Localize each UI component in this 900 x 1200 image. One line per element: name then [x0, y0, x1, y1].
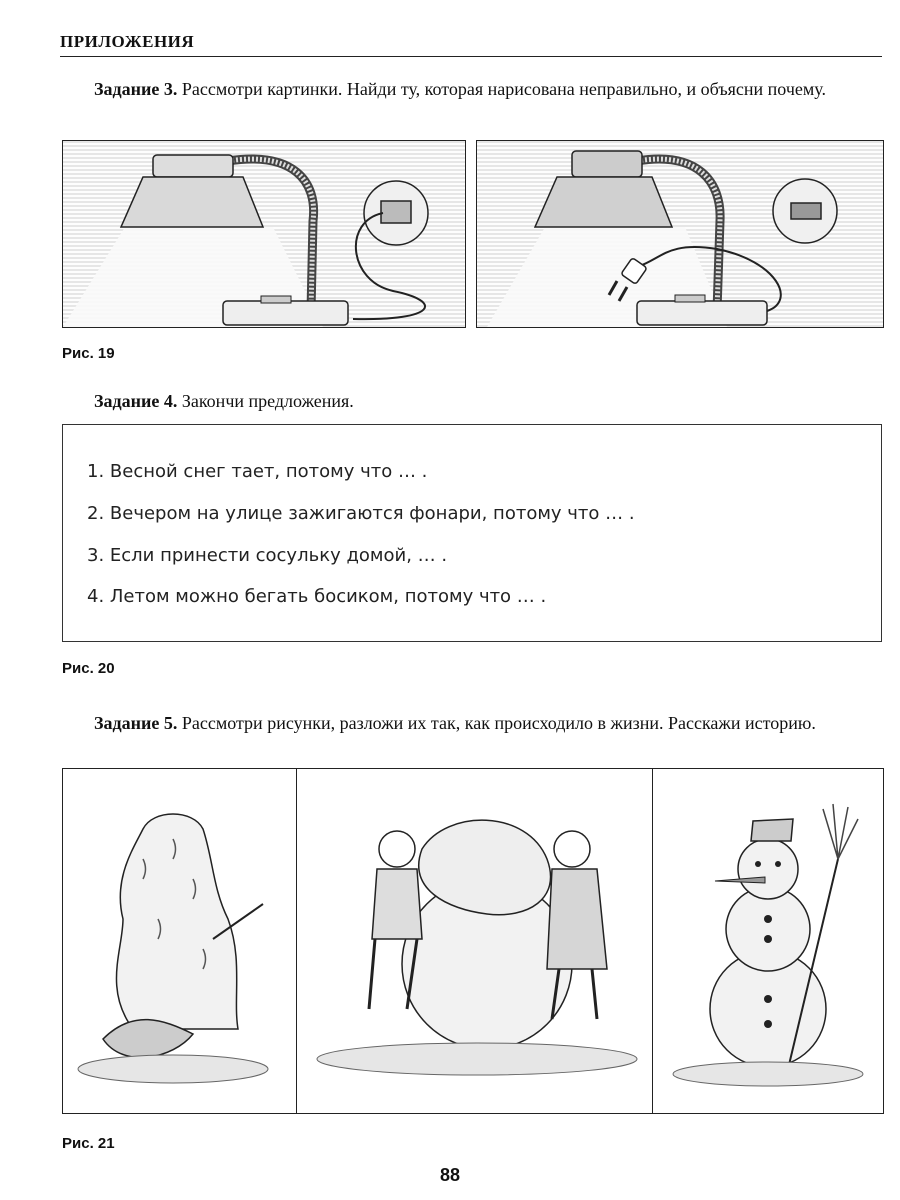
figure-20-caption: Рис. 20 — [62, 660, 115, 677]
lamp-unplugged-illustration — [477, 141, 883, 327]
task-4-text — [62, 388, 880, 414]
figure-19-caption: Рис. 19 — [62, 345, 115, 362]
page-number: 88 — [439, 1165, 461, 1185]
task-4-label: Задание 4. — [94, 391, 178, 411]
sentence-2: 2. Вечером на улице зажигаются фонари, потому что … . — [87, 503, 635, 524]
task-3-instruction: Рассмотри картинки. Найди ту, которая нарисована неправильно, и объясни почему. — [177, 79, 826, 99]
sentences-box — [62, 424, 882, 642]
melting-snowman-illustration — [63, 769, 297, 1113]
sentence-1: 1. Весной снег тает, потому что … . — [87, 461, 428, 482]
kids-making-snowman-panel — [296, 768, 654, 1114]
task-3-text — [62, 76, 880, 102]
header-rule — [60, 56, 882, 57]
finished-snowman-illustration — [653, 769, 883, 1113]
section-title: ПРИЛОЖЕНИЯ — [60, 32, 195, 51]
lamp-picture-incorrect — [476, 140, 884, 328]
task-5-label: Задание 5. — [94, 713, 178, 733]
kids-building-snowman-illustration — [297, 769, 653, 1113]
task-5-text — [62, 710, 880, 736]
sentence-4: 4. Летом можно бегать босиком, потому что … . — [87, 586, 547, 607]
figure-21-caption: Рис. 21 — [62, 1135, 115, 1152]
lamp-picture-correct — [62, 140, 466, 328]
sentence-3: 3. Если принести сосульку домой, … . — [87, 545, 448, 566]
task-4-instruction: Закончи предложения. — [177, 391, 354, 411]
melting-snowman-panel — [62, 768, 298, 1114]
lamp-plugged-in-illustration — [63, 141, 465, 327]
task-5-instruction: Рассмотри рисунки, разложи их так, как происходило в жизни. Расскажи историю. — [177, 713, 816, 733]
task-3-label: Задание 3. — [94, 79, 178, 99]
finished-snowman-panel — [652, 768, 884, 1114]
